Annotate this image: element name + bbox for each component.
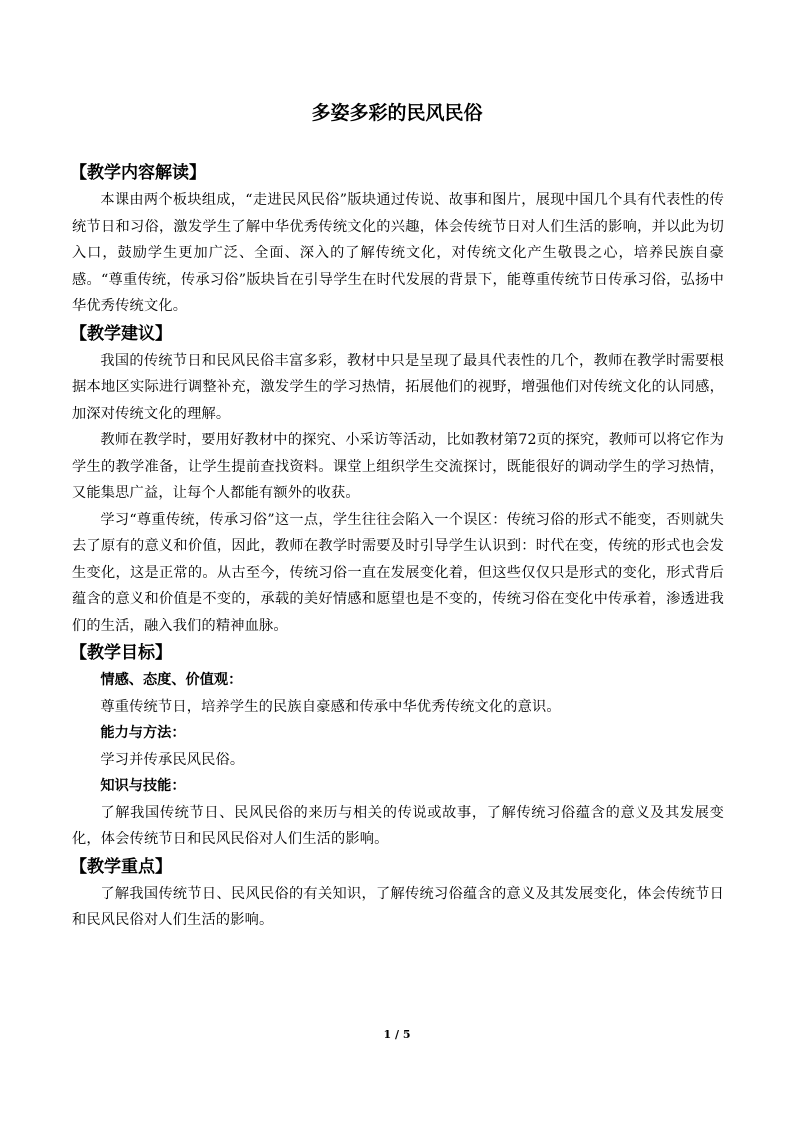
page-number: 1 / 5 (383, 1028, 411, 1041)
section-heading: 【教学目标】 (70, 643, 172, 663)
section-heading: 【教学重点】 (70, 856, 172, 877)
body-paragraph: 教师在教学时，要用好教材中的探究、小采访等活动，比如教材第72页的探究，教师可以将它作为学生的教学准备，让学生提前查找资料。课堂上组织学生交流探讨，既能很好的调动学生的学习热情，又能集思广益，让每个人都能有额外的收获。 (72, 432, 724, 501)
document-title: 多姿多彩的民风民俗 (311, 102, 483, 124)
body-paragraph: 学习“尊重传统，传承习俗”这一点，学生往往会陷入一个误区：传统习俗的形式不能变，否则就失去了原有的意义和价值，因此，教师在教学时需要及时引导学生认识到：时代在变，传统的形式也会发生变化，这是正常的。从古至今，传统习俗一直在发展变化着，但这些仅仅只是形式的变化，形式背后蕴含的意义和价值是不变的，承载的美好情感和愿望也是不变的，传统习俗在变化中传承着，渗透进我们的生活，融入我们的精神血脉。 (72, 511, 724, 634)
body-paragraph: 本课由两个板块组成，“走进民风民俗”版块通过传说、故事和图片，展现中国几个具有代表性的传统节日和习俗，激发学生了解中华优秀传统文化的兴趣，体会传统节日对人们生活的影响，并以此为切入口，鼓励学生更加广泛、全面、深入的了解传统文化，对传统文化产生敬畏之心，培养民族自豪感。“尊重传统，传承习俗”版块旨在引导学生在时代发展的背景下，能尊重传统节日传承习俗，弘扬中华优秀传统文化。 (72, 192, 724, 314)
objective-text: 了解我国传统节日、民风民俗的来历与相关的传说或故事，了解传统习俗蕴含的意义及其发展变化，体会传统节日和民风民俗对人们生活的影响。 (72, 804, 724, 847)
section-suggestions (72, 320, 724, 640)
body-paragraph: 我国的传统节日和民风民俗丰富多彩，教材中只是呈现了最具代表性的几个，教师在教学时需要根据本地区实际进行调整补充，激发学生的学习热情，拓展他们的视野，增强他们对传统文化的认同感，加深对传统文化的理解。 (72, 352, 724, 422)
objective-subheading: 能力与方法： (100, 725, 186, 741)
section-content-reading (72, 159, 724, 320)
objective-text: 尊重传统节日，培养学生的民族自豪感和传承中华优秀传统文化的意识。 (100, 698, 561, 715)
section-heading: 【教学内容解读】 (70, 163, 206, 183)
objective-text: 学习并传承民风民俗。 (100, 751, 245, 768)
section-objectives (72, 639, 724, 853)
section-heading: 【教学建议】 (70, 323, 172, 344)
objective-subheading: 情感、态度、价值观： (100, 672, 243, 688)
document-body (72, 159, 724, 934)
section-key-points (72, 853, 724, 934)
body-paragraph: 了解我国传统节日、民风民俗的有关知识，了解传统习俗蕴含的意义及其发展变化，体会传统节日和民风民俗对人们生活的影响。 (72, 885, 724, 928)
objective-subheading: 知识与技能： (100, 778, 186, 794)
